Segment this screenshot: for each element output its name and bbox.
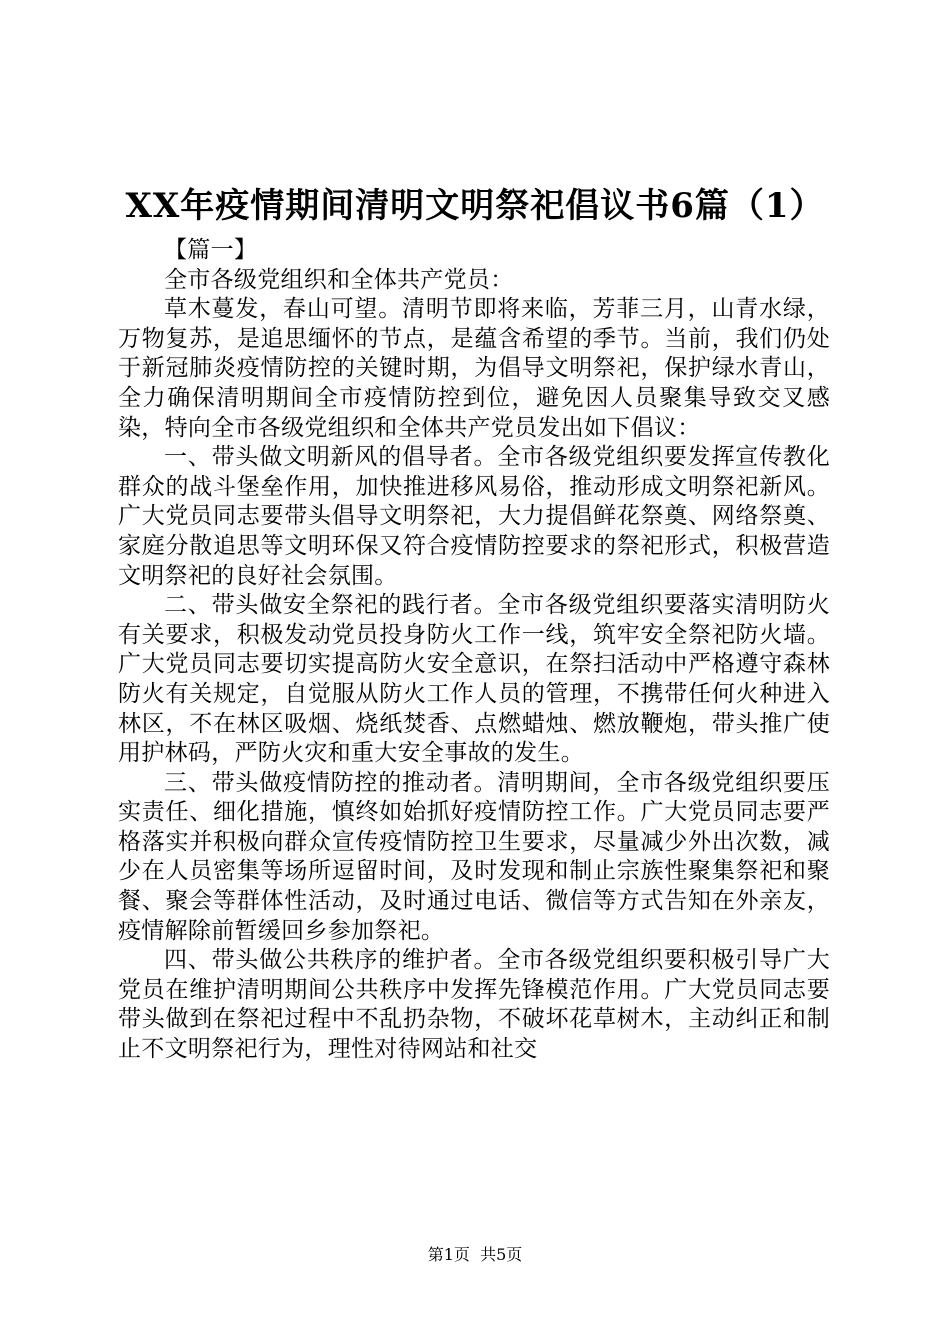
page-total: 共5页 (480, 1245, 523, 1264)
page-number: 第1页 (427, 1245, 470, 1264)
salutation: 全市各级党组织和全体共产党员： (164, 266, 514, 293)
section-label: 【篇一】 (164, 237, 258, 263)
page-footer (0, 1245, 950, 1265)
paragraph-intro: 草木蔓发，春山可望。清明节即将来临，芳菲三月，山青水绿，万物复苏，是追思缅怀的节点，是蕴含希望的季节。当前，我们仍处于新冠肺炎疫情防控的关键时期，为倡导文明祭祀，保护绿水青山，全力确保清明期间全市疫情防控到位，避免因人员聚集导致交叉感染，特向全市各级党组织和全体共产党员发出如下倡议： (118, 296, 830, 441)
paragraph-item-3: 三、带头做疫情防控的推动者。清明期间，全市各级党组织要压实责任、细化措施，慎终如始抓好疫情防控工作。广大党员同志要严格落实并积极向群众宣传疫情防控卫生要求，尽量减少外出次数，减少在人员密集等场所逗留时间，及时发现和制止宗族性聚集祭祀和聚餐、聚会等群体性活动，及时通过电话、微信等方式告知在外亲友，疫情解除前暂缓回乡参加祭祀。 (118, 769, 830, 944)
paragraph-item-4: 四、带头做公共秩序的维护者。全市各级党组织要积极引导广大党员在维护清明期间公共秩序中发挥先锋模范作用。广大党员同志要带头做到在祭祀过程中不乱扔杂物，不破坏花草树木，主动纠正和制止不文明祭祀行为，理性对待网站和社交 (118, 947, 830, 1063)
paragraph-item-1: 一、带头做文明新风的倡导者。全市各级党组织要发挥宣传教化群众的战斗堡垒作用，加快推进移风易俗，推动形成文明祭祀新风。广大党员同志要带头倡导文明祭祀，大力提倡鲜花祭奠、网络祭奠、家庭分散追思等文明环保又符合疫情防控要求的祭祀形式，积极营造文明祭祀的良好社会氛围。 (118, 444, 830, 589)
document-body (118, 236, 830, 1065)
document-title: XX年疫情期间清明文明祭祀倡议书6篇（1） (125, 186, 825, 226)
paragraph-item-2: 二、带头做安全祭祀的践行者。全市各级党组织要落实清明防火有关要求，积极发动党员投身防火工作一线，筑牢安全祭祀防火墙。广大党员同志要切实提高防火安全意识，在祭扫活动中严格遵守森林防火有关规定，自觉服从防火工作人员的管理，不携带任何火种进入林区，不在林区吸烟、烧纸焚香、点燃蜡烛、燃放鞭炮，带头推广使用护林码，严防火灾和重大安全事故的发生。 (118, 592, 830, 767)
